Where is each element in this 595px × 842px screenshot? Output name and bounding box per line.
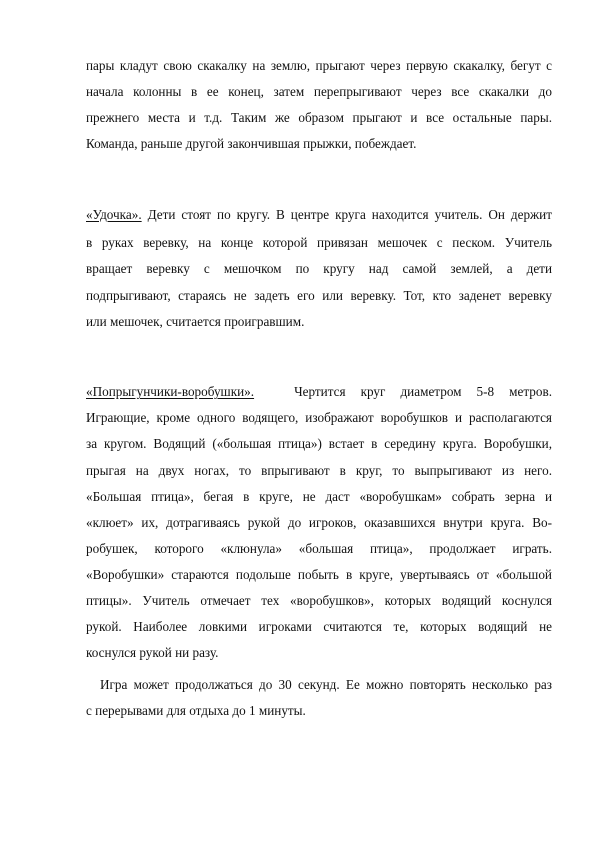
text-line: Команда, раньше другой закончившая прыжки, побеждает. (86, 136, 417, 151)
text-line (86, 207, 552, 223)
text-line (86, 384, 552, 400)
text-line: или мешочек, считается проигравшим. (86, 314, 305, 329)
text-line: пары кладут свою скакалку на землю, прыгают через первую скакалку, бегут с (86, 58, 552, 73)
text-line: рукой. Наиболее ловкими игроками считаются те, которых водящий не (86, 619, 552, 634)
text-line: прыгая на двух ногах, то впрыгивают в круг, то выпрыгивают из него. (86, 463, 552, 478)
text-segment: Дети стоят по кругу. В центре круга находится учитель. Он держит (141, 207, 552, 222)
text-line: «Воробушки» стараются подольше побыть в круге, увертываясь от «большой (86, 567, 552, 582)
text-line: прежнего места и т.д. Таким же образом прыгают и все остальные пары. (86, 110, 552, 125)
text-line: за кругом. Водящий («большая птица») встает в середину круга. Воробушки, (86, 436, 552, 451)
text-line: начала колонны в ее конец, затем перепрыгивают через все скакалки до (86, 84, 552, 99)
text-segment: Чертится круг диаметром 5-8 метров. (294, 384, 552, 399)
text-line: с перерывами для отдыха до 1 минуты. (86, 703, 306, 718)
text-line: робушек, которого «клюнула» «большая птица», продолжает играть. (86, 541, 552, 556)
text-line: коснулся рукой ни разу. (86, 645, 219, 660)
game-title: «Попрыгунчики-воробушки». (86, 384, 255, 399)
text-line: Игра может продолжаться до 30 секунд. Ее можно повторять несколько раз (100, 677, 552, 692)
text-line: «клюет» их, дотрагиваясь рукой до игроков, оказавшихся внутри круга. Во- (86, 515, 552, 530)
text-line: «Большая птица», бегая в круге, не даст «воробушкам» собрать зерна и (86, 489, 552, 504)
text-line: вращает веревку с мешочком по кругу над самой землей, а дети (86, 261, 552, 276)
text-line: в руках веревку, на конце которой привязан мешочек с песком. Учитель (86, 235, 552, 250)
text-line: Играющие, кроме одного водящего, изображают воробушков и располагаются (86, 410, 552, 425)
text-line: птицы». Учитель отмечает тех «воробушков», которых водящий коснулся (86, 593, 552, 608)
game-title: «Удочка». (86, 207, 142, 222)
text-line: подпрыгивают, стараясь не задеть его или веревку. Тот, кто заденет веревку (86, 288, 552, 303)
